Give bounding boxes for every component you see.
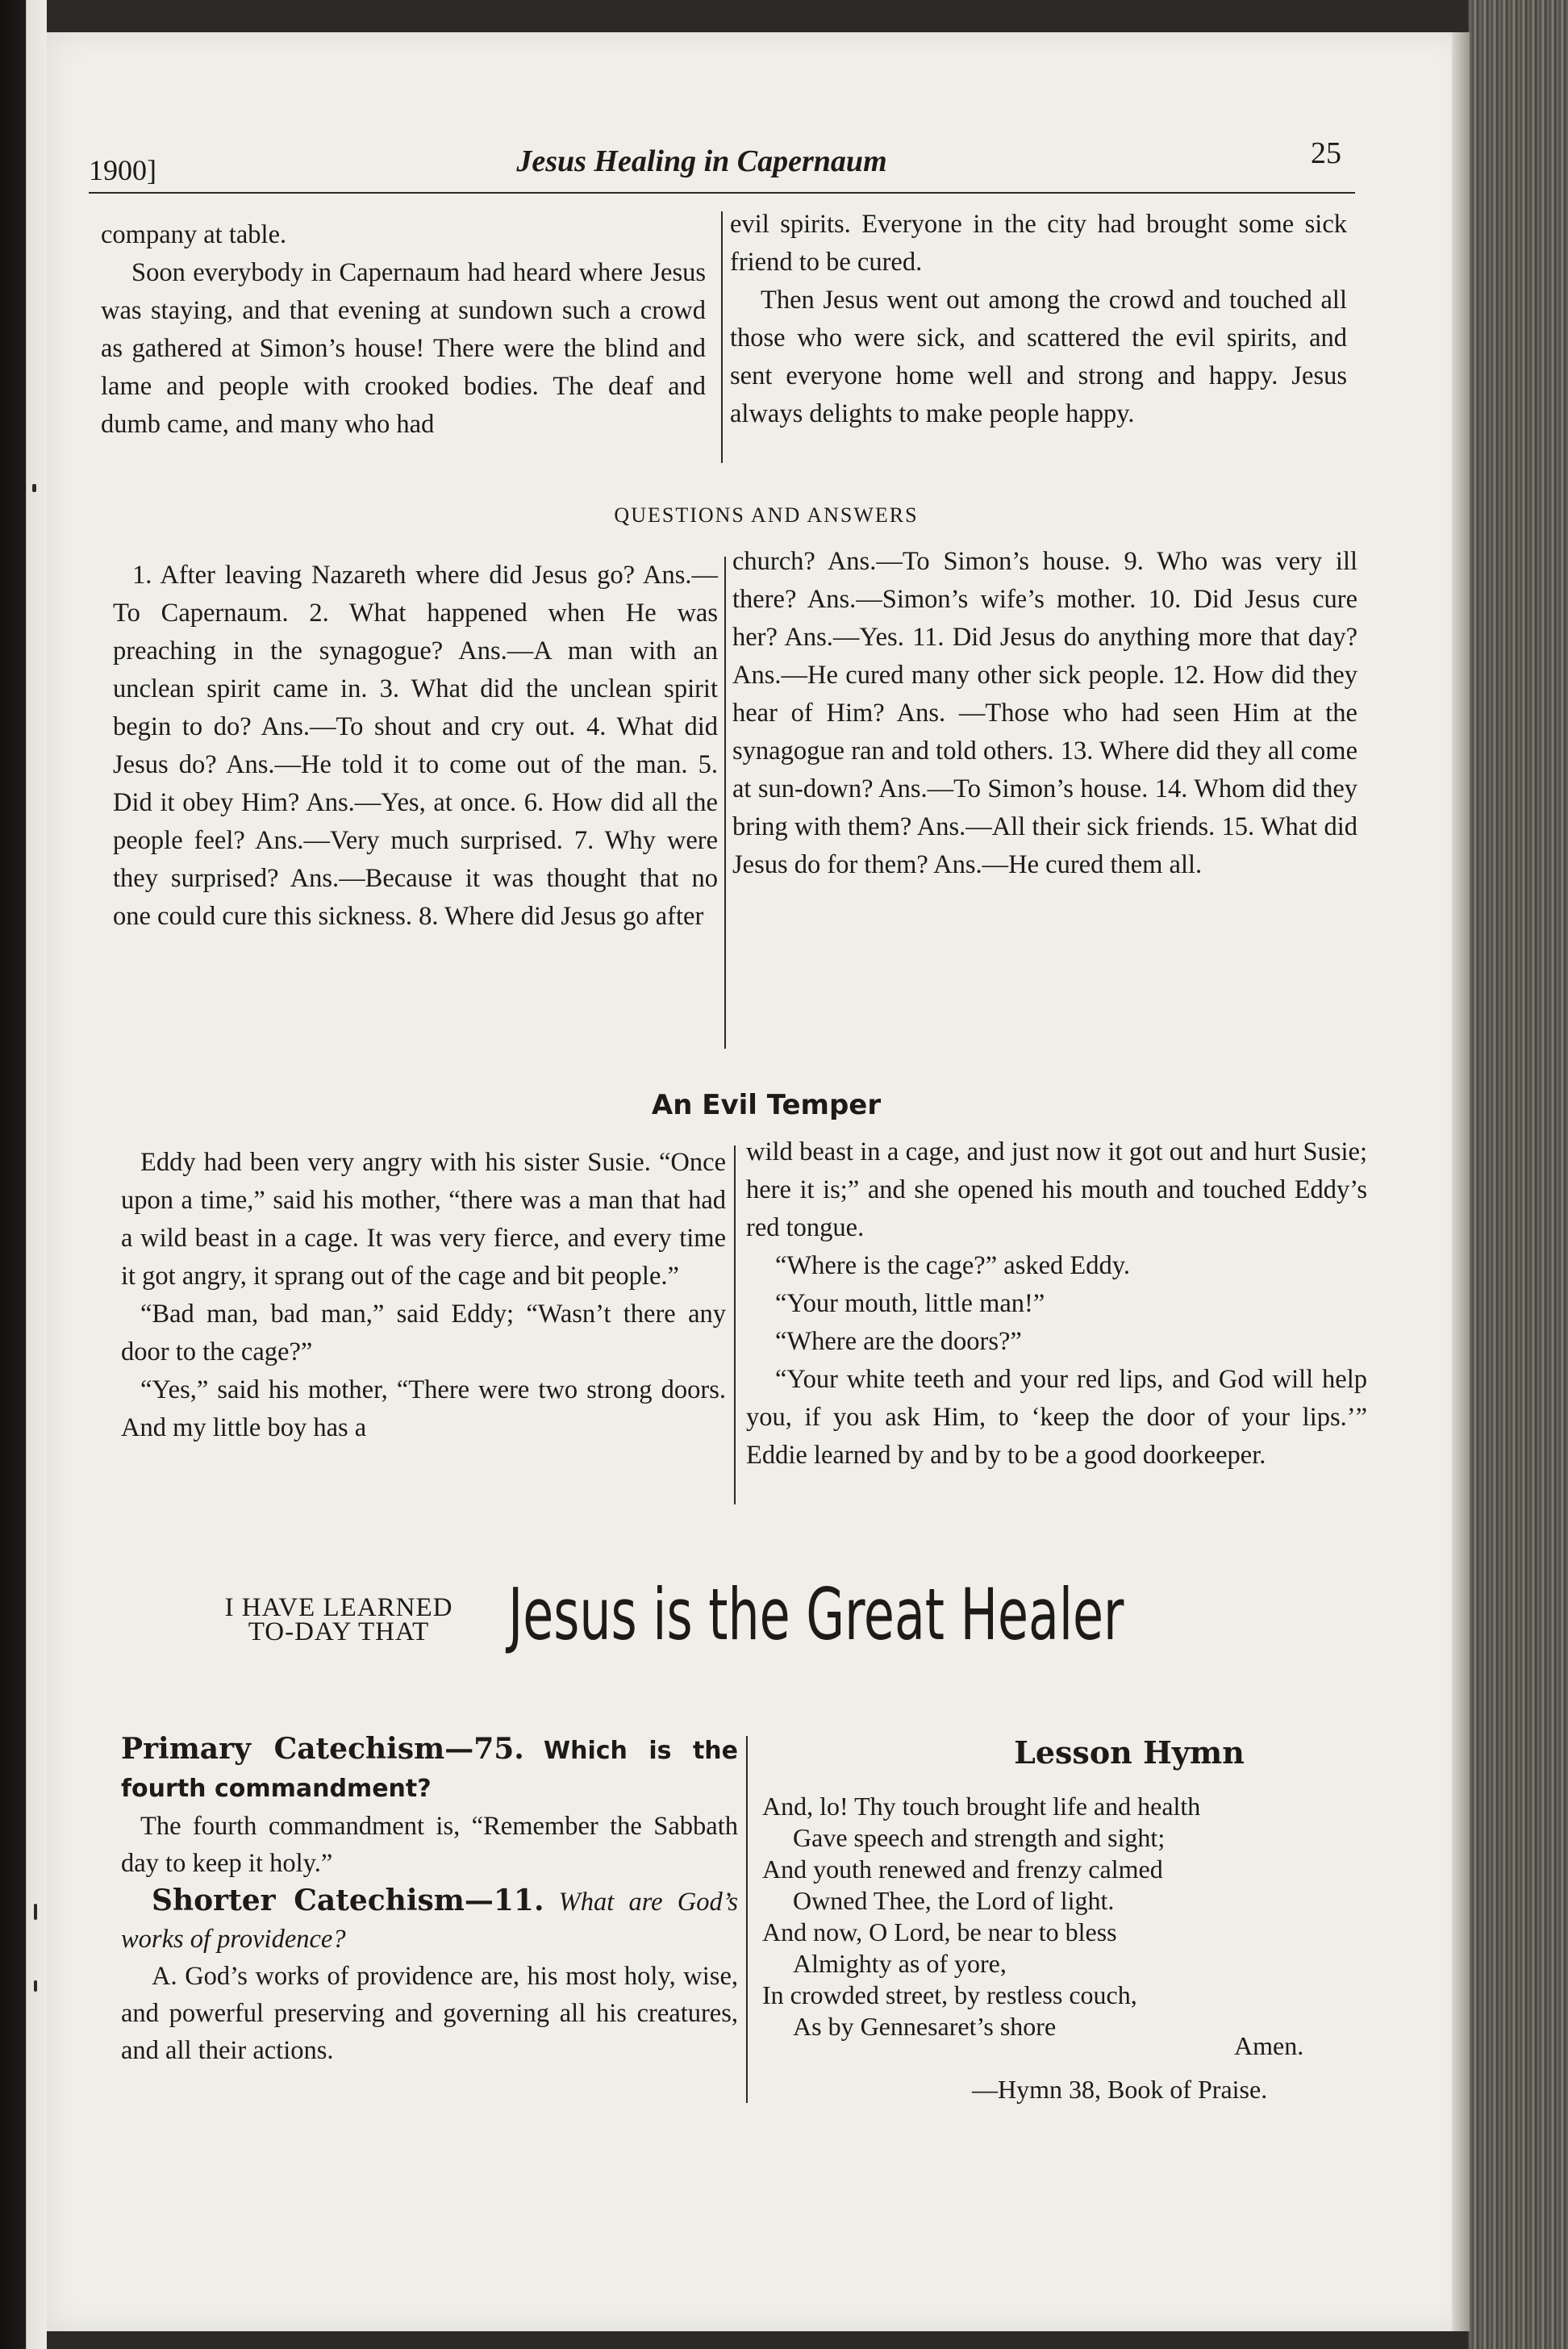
page-gutter-shadow: [1452, 32, 1470, 2331]
ink-speck: [34, 1980, 37, 1992]
header-year: 1900]: [89, 154, 156, 186]
left-page-edge: [0, 0, 47, 2349]
temper-paragraph: “Your white teeth and your red lips, and God will help you, if you ask Him, to ‘keep the door of your lips.’” Eddie learned by and by to be a good doorkeeper.: [746, 1365, 1367, 1470]
hymn-line: And youth renewed and frenzy calmed: [762, 1855, 1163, 1884]
temper-paragraph: wild beast in a cage, and just now it got out and hurt Susie; here it is;” and she opened his mouth and touched Eddy’s red tongue.: [746, 1137, 1367, 1242]
qa-text: church? Ans.—To Simon’s house. 9. Who was very ill there? Ans.—Simon’s wife’s mother. 10. Did Jesus cure her? Ans.—Yes. 11. Did Jesus do anything more that day? Ans.—He cured many other sick people. 12. How did they hear of Him? Ans. —Those who had seen Him at the synagogue ran and told others. 13. Where did they all come at sun-down? Ans.—To Simon’s house. 14. Whom did they bring with them? Ans.—All their sick friends. 15. What did Jesus do for them? Ans.—He cured them all.: [732, 547, 1357, 879]
ink-speck: [32, 484, 36, 492]
page-number: 25: [1311, 136, 1341, 170]
hymn-line: As by Gennesaret’s shore: [793, 2012, 1057, 2041]
story-paragraph: company at table.: [101, 220, 287, 249]
column-divider: [721, 211, 723, 463]
hymn-line: Owned Thee, the Lord of light.: [793, 1886, 1115, 1915]
hymn-verses: [762, 1791, 1343, 2042]
hymn-line: In crowded street, by restless couch,: [762, 1980, 1137, 2009]
column-divider: [746, 1736, 748, 2103]
running-title: Jesus Healing in Capernaum: [516, 144, 887, 178]
hymn-title: Lesson Hymn: [1014, 1734, 1245, 1771]
primary-catechism-title: Primary Catechism—75.: [121, 1732, 524, 1766]
temper-paragraph: “Bad man, bad man,” said Eddy; “Wasn’t there any door to the cage?”: [121, 1300, 726, 1366]
primary-catechism-question: Which is the fourth commandment?: [121, 1737, 738, 1803]
temper-paragraph: Eddy had been very angry with his sister Susie. “Once upon a time,” said his mother, “there was a man that had a wild beast in a cage. It was very fierce, and every time it got angry, it sprang out of the cage and bit people.”: [121, 1148, 726, 1291]
qa-right-column: [732, 543, 1357, 884]
shorter-catechism-answer: A. God’s works of providence are, his most holy, wise, and powerful preserving and governing all his creatures, and all their actions.: [121, 1962, 738, 2065]
header-rule: [89, 192, 1355, 194]
temper-paragraph: “Your mouth, little man!”: [775, 1289, 1045, 1318]
hymn-amen: Amen.: [1234, 2031, 1304, 2060]
learned-line-1: I HAVE LEARNED: [224, 1593, 453, 1622]
shorter-catechism-question: What are God’s works of providence?: [121, 1888, 738, 1954]
hymn-line: Gave speech and strength and sight;: [793, 1823, 1166, 1852]
column-divider: [724, 557, 726, 1049]
hymn-source: —Hymn 38, Book of Praise.: [972, 2075, 1268, 2104]
learned-label: [177, 1593, 500, 1646]
book-edge-pages: [1468, 0, 1568, 2349]
story-paragraph: evil spirits. Everyone in the city had brought some sick friend to be cured.: [730, 210, 1347, 277]
qa-heading: QUESTIONS AND ANSWERS: [614, 503, 919, 527]
qa-text: 1. After leaving Nazareth where did Jesus go? Ans.—To Capernaum. 2. What happened when He was preaching in the synagogue? Ans.—A man with an unclean spirit came in. 3. What did the unclean spirit begin to do? Ans.—To shout and cry out. 4. What did Jesus do? Ans.—He told it to come out of the man. 5. Did it obey Him? Ans.—Yes, at once. 6. How did all the people feel? Ans.—Very much surprised. 7. Why were they surprised? Ans.—Because it was thought that no one could cure this sickness. 8. Where did Jesus go after: [113, 561, 718, 931]
learned-headline: Jesus is the Great Healer: [508, 1573, 1124, 1656]
temper-left-column: [121, 1144, 726, 1447]
temper-right-column: [746, 1133, 1367, 1475]
hymn-line: And, lo! Thy touch brought life and health: [762, 1792, 1201, 1821]
primary-catechism: [121, 1730, 738, 1808]
temper-paragraph: “Where is the cage?” asked Eddy.: [775, 1251, 1131, 1280]
shorter-catechism: [121, 1882, 738, 1958]
temper-paragraph: “Yes,” said his mother, “There were two strong doors. And my little boy has a: [121, 1375, 726, 1442]
hymn-line: And now, O Lord, be near to bless: [762, 1917, 1117, 1946]
story-left-column: [101, 216, 706, 444]
story-paragraph: Soon everybody in Capernaum had heard where Jesus was staying, and that evening at sundown such a crowd as gathered at Simon’s house! There were the blind and lame and people with crooked bodies. The deaf and dumb came, and many who had: [101, 258, 706, 439]
story-paragraph: Then Jesus went out among the crowd and touched all those who were sick, and scattered the evil spirits, and sent everyone home well and strong and happy. Jesus always delights to make people happy.: [730, 286, 1347, 428]
column-divider: [734, 1145, 736, 1504]
temper-heading: An Evil Temper: [651, 1089, 882, 1121]
catechism-column: [121, 1730, 738, 2069]
qa-left-column: [113, 557, 718, 936]
learned-line-2: TO-DAY THAT: [248, 1617, 430, 1646]
temper-paragraph: “Where are the doors?”: [775, 1327, 1022, 1356]
shorter-catechism-title: Shorter Catechism—11.: [152, 1884, 544, 1917]
primary-catechism-answer: The fourth commandment is, “Remember the Sabbath day to keep it holy.”: [121, 1812, 738, 1878]
ink-speck: [34, 1904, 37, 1920]
hymn-line: Almighty as of yore,: [793, 1949, 1007, 1978]
story-right-column: [730, 206, 1347, 433]
